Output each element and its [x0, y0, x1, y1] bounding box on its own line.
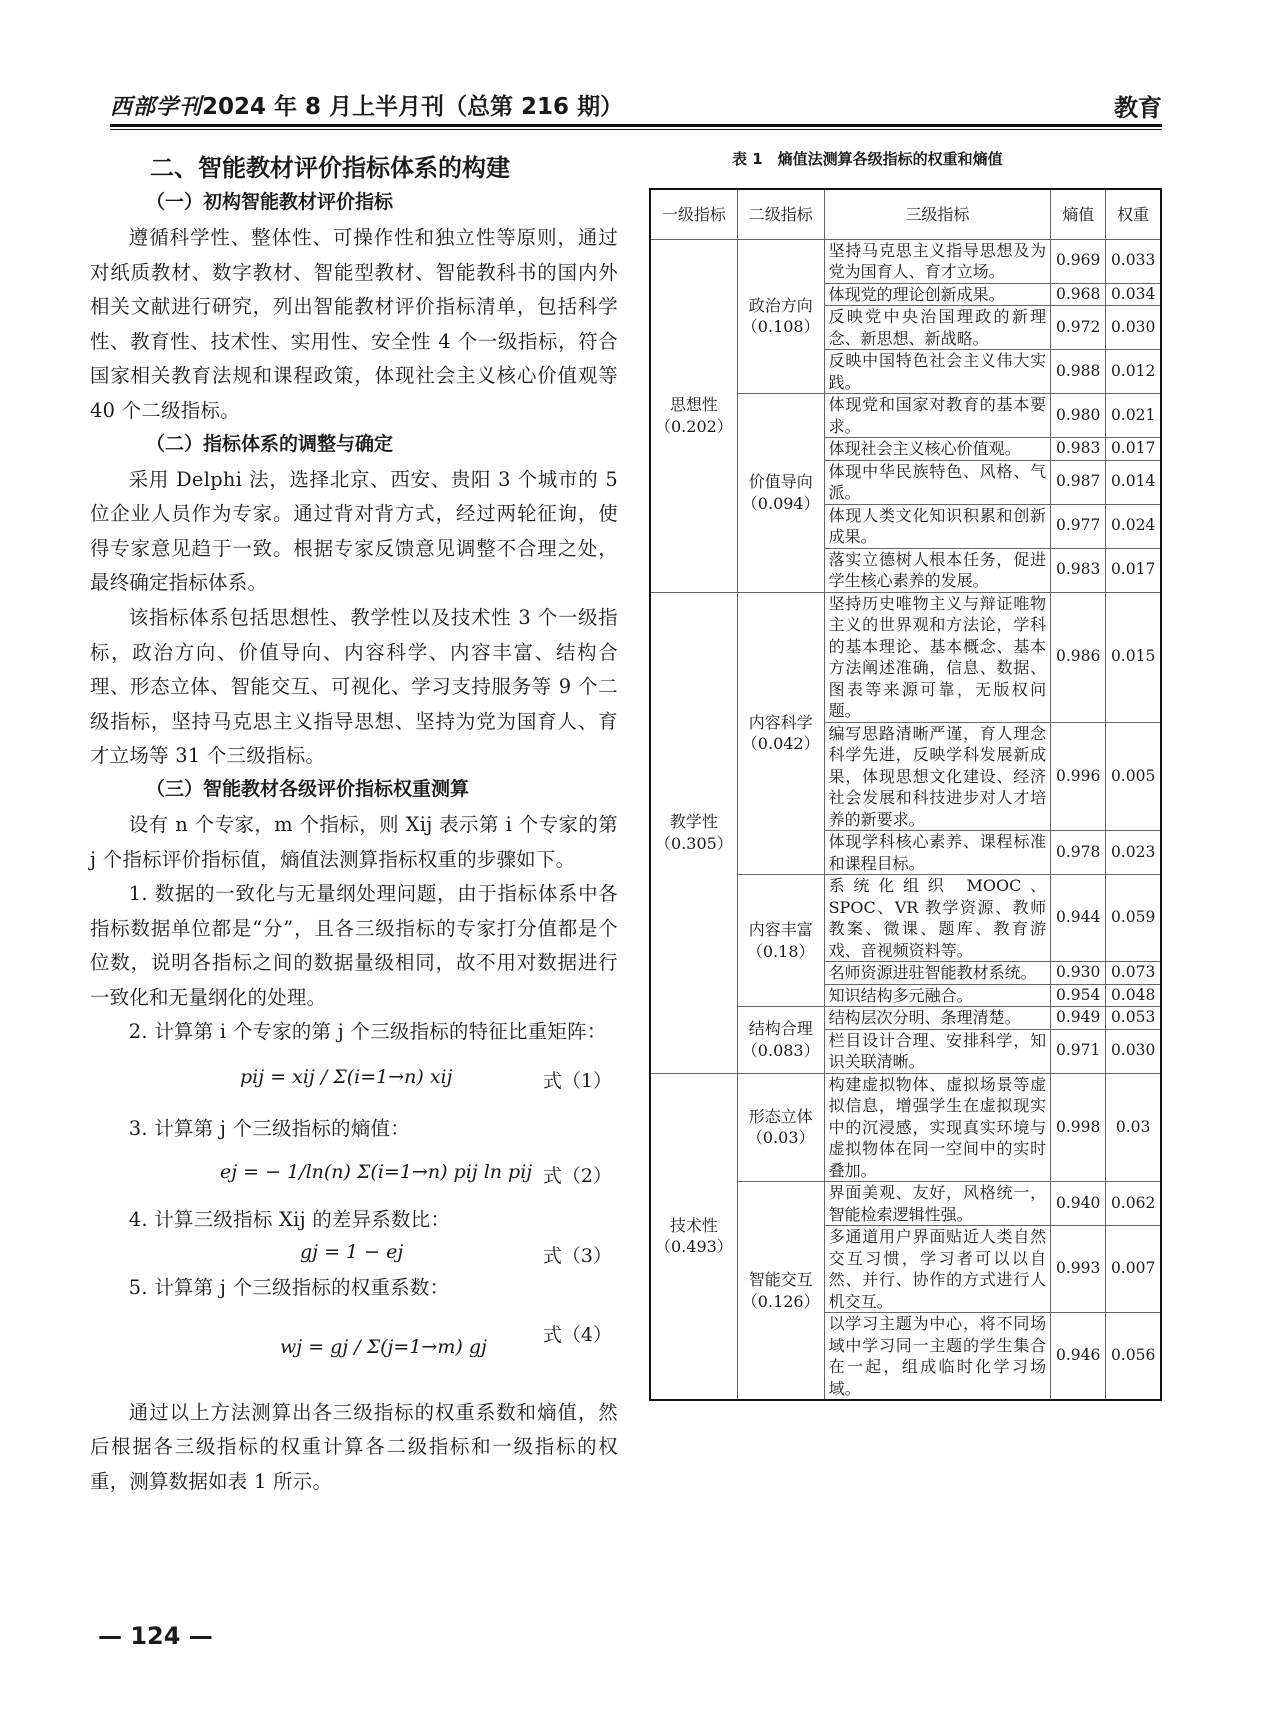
- issue-info: 2024 年 8 月上半月刊（总第 216 期）: [202, 94, 624, 120]
- level3-indicator: 以学习主题为中心，将不同场域中学习同一主题的学生集合在一起，组成临时化学习场域。: [824, 1313, 1051, 1401]
- paragraph-8: 4. 计算三级指标 Xij 的差异系数比：: [128, 1207, 451, 1231]
- weight-value: 0.024: [1106, 504, 1161, 548]
- weight-value: 0.034: [1106, 283, 1161, 306]
- formula-4-tag: 式（4）: [542, 1323, 612, 1346]
- weight-value: 0.056: [1106, 1313, 1161, 1401]
- entropy-value: 0.944: [1051, 875, 1106, 962]
- level3-indicator: 系统化组织 MOOC、SPOC、VR 教学资源、教师教案、微课、题库、教育游戏、音视频资料等。: [824, 875, 1051, 962]
- journal-logo: 西部学刊: [110, 94, 203, 120]
- level2-indicator: 智能交互（0.126）: [737, 1182, 824, 1401]
- level3-indicator: 反映中国特色社会主义伟大实践。: [824, 350, 1051, 394]
- entropy-value: 0.972: [1051, 306, 1106, 350]
- subheading-1: （一）初构智能教材评价指标: [146, 191, 394, 213]
- header-rule: [110, 124, 1162, 127]
- level2-indicator: 内容科学（0.042）: [737, 592, 824, 875]
- weight-value: 0.014: [1106, 460, 1161, 504]
- weight-value: 0.005: [1106, 722, 1161, 831]
- weight-value: 0.030: [1106, 1029, 1161, 1073]
- entropy-value: 0.954: [1051, 984, 1106, 1007]
- weight-value: 0.015: [1106, 592, 1161, 722]
- formula-2: [90, 1147, 618, 1203]
- col-header-l1: 一级指标: [650, 189, 737, 239]
- level3-indicator: 编写思路清晰严谨，育人理念科学先进，反映学科发展新成果，体现思想文化建设、经济社会发展和科技进步对人才培养的新要求。: [824, 722, 1051, 831]
- paragraph-7: 3. 计算第 j 个三级指标的熵值：: [128, 1117, 410, 1141]
- entropy-value: 0.987: [1051, 460, 1106, 504]
- formula-1: [90, 1050, 618, 1112]
- subheading-3: （三）智能教材各级评价指标权重测算: [146, 777, 470, 800]
- entropy-value: 0.977: [1051, 504, 1106, 548]
- weight-value: 0.048: [1106, 984, 1161, 1007]
- level3-indicator: 知识结构多元融合。: [824, 984, 1051, 1007]
- level1-indicator: 教学性（0.305）: [650, 592, 737, 1073]
- weight-value: 0.053: [1106, 1007, 1161, 1030]
- level3-indicator: 结构层次分明、条理清楚。: [824, 1007, 1051, 1030]
- formula-3: [90, 1237, 618, 1271]
- weight-value: 0.033: [1106, 239, 1161, 283]
- paragraph-5: 1. 数据的一致化与无量纲处理问题，由于指标体系中各指标数据单位都是“分”，且各三级指标的专家打分值都是个位数，说明各指标之间的数据量级相同，故不用对数据进行一致化和无量纲化的处理。: [90, 882, 618, 1009]
- header-rule-thin: [110, 129, 1162, 130]
- entropy-value: 0.980: [1051, 394, 1106, 438]
- entropy-value: 0.983: [1051, 548, 1106, 592]
- level3-indicator: 栏目设计合理、安排科学，知识关联清晰。: [824, 1029, 1051, 1073]
- entropy-value: 0.993: [1051, 1226, 1106, 1313]
- table-body: [650, 239, 1161, 1400]
- entropy-value: 0.949: [1051, 1007, 1106, 1030]
- level3-indicator: 名师资源进驻智能教材系统。: [824, 962, 1051, 985]
- section-heading: 二、智能教材评价指标体系的构建: [150, 154, 510, 182]
- formula-4-expr: wj = gj / Σ(j=1→m) gj: [280, 1335, 487, 1358]
- weight-value: 0.012: [1106, 350, 1161, 394]
- table-row: [650, 1073, 1161, 1182]
- level3-indicator: 体现学科核心素养、课程标准和课程目标。: [824, 831, 1051, 875]
- level2-indicator: 形态立体（0.03）: [737, 1073, 824, 1182]
- level3-indicator: 落实立德树人根本任务，促进学生核心素养的发展。: [824, 548, 1051, 592]
- entropy-value: 0.946: [1051, 1313, 1106, 1401]
- subheading-2: （二）指标体系的调整与确定: [146, 432, 394, 455]
- col-header-l2: 二级指标: [737, 189, 824, 239]
- level2-indicator: 结构合理（0.083）: [737, 1007, 824, 1074]
- entropy-value: 0.996: [1051, 722, 1106, 831]
- entropy-value: 0.983: [1051, 438, 1106, 461]
- weight-value: 0.030: [1106, 306, 1161, 350]
- level3-indicator: 坚持马克思主义指导思想及为党为国育人、育才立场。: [824, 239, 1051, 283]
- paragraph-10: 通过以上方法测算出各三级指标的权重系数和熵值，然后根据各三级指标的权重计算各二级指标和一级指标的权重，测算数据如表 1 所示。: [90, 1400, 618, 1494]
- col-header-weight: 权重: [1106, 189, 1161, 239]
- level3-indicator: 体现党的理论创新成果。: [824, 283, 1051, 306]
- entropy-value: 0.930: [1051, 962, 1106, 985]
- weight-value: 0.023: [1106, 831, 1161, 875]
- indicator-table: [649, 188, 1162, 1401]
- entropy-value: 0.988: [1051, 350, 1106, 394]
- formula-2-tag: 式（2）: [542, 1164, 612, 1187]
- table-row: [650, 239, 1161, 283]
- level3-indicator: 界面美观、友好，风格统一，智能检索逻辑性强。: [824, 1182, 1051, 1226]
- table-caption: 表 1 熵值法测算各级指标的权重和熵值: [732, 150, 1003, 168]
- formula-1-expr: pij = xij / Σ(i=1→n) xij: [240, 1066, 453, 1089]
- entropy-value: 0.986: [1051, 592, 1106, 722]
- paragraph-6: 2. 计算第 i 个专家的第 j 个三级指标的特征比重矩阵：: [128, 1020, 607, 1044]
- weight-value: 0.021: [1106, 394, 1161, 438]
- level1-indicator: 思想性（0.202）: [650, 239, 737, 592]
- level2-indicator: 价值导向（0.094）: [737, 394, 824, 593]
- paragraph-2: 采用 Delphi 法，选择北京、西安、贵阳 3 个城市的 5 位企业人员作为专家。通过背对背方式，经过两轮征询，使得专家意见趋于一致。根据专家反馈意见调整不合理之处，最终确定指标体系。: [90, 467, 618, 595]
- page-number: — 124 —: [98, 1622, 213, 1650]
- level3-indicator: 反映党中央治国理政的新理念、新思想、新战略。: [824, 306, 1051, 350]
- formula-4: [90, 1306, 618, 1396]
- level3-indicator: 多通道用户界面贴近人类自然交互习惯，学习者可以以自然、并行、协作的方式进行人机交互。: [824, 1226, 1051, 1313]
- section-label: 教育: [1114, 94, 1162, 122]
- formula-2-expr: ej = − 1/ln(n) Σ(i=1→n) pij ln pij: [220, 1160, 533, 1183]
- col-header-entropy: 熵值: [1051, 189, 1106, 239]
- paragraph-9: 5. 计算第 j 个三级指标的权重系数：: [128, 1276, 450, 1300]
- entropy-value: 0.971: [1051, 1029, 1106, 1073]
- col-header-l3: 三级指标: [824, 189, 1051, 239]
- level3-indicator: 体现中华民族特色、风格、气派。: [824, 460, 1051, 504]
- running-header: [110, 88, 1162, 124]
- entropy-value: 0.978: [1051, 831, 1106, 875]
- weight-value: 0.062: [1106, 1182, 1161, 1226]
- level1-indicator: 技术性（0.493）: [650, 1073, 737, 1400]
- weight-value: 0.017: [1106, 438, 1161, 461]
- level2-indicator: 内容丰富（0.18）: [737, 875, 824, 1007]
- weight-value: 0.059: [1106, 875, 1161, 962]
- entropy-value: 0.969: [1051, 239, 1106, 283]
- formula-3-tag: 式（3）: [542, 1245, 612, 1268]
- level3-indicator: 坚持历史唯物主义与辩证唯物主义的世界观和方法论，学科的基本理论、基本概念、基本方法阐述准确，信息、数据、图表等来源可靠，无版权问题。: [824, 592, 1051, 722]
- level3-indicator: 构建虚拟物体、虚拟场景等虚拟信息，增强学生在虚拟现实中的沉浸感，实现真实环境与虚拟物体在同一空间中的实时叠加。: [824, 1073, 1051, 1182]
- table-row: [650, 592, 1161, 722]
- weight-value: 0.03: [1106, 1073, 1161, 1182]
- level2-indicator: 政治方向（0.108）: [737, 239, 824, 394]
- level3-indicator: 体现党和国家对教育的基本要求。: [824, 394, 1051, 438]
- entropy-value: 0.968: [1051, 283, 1106, 306]
- weight-value: 0.073: [1106, 962, 1161, 985]
- level3-indicator: 体现人类文化知识积累和创新成果。: [824, 504, 1051, 548]
- weight-value: 0.007: [1106, 1226, 1161, 1313]
- entropy-value: 0.998: [1051, 1073, 1106, 1182]
- weight-value: 0.017: [1106, 548, 1161, 592]
- paragraph-3: 该指标体系包括思想性、教学性以及技术性 3 个一级指标，政治方向、价值导向、内容科学、内容丰富、结构合理、形态立体、智能交互、可视化、学习支持服务等 9 个二级指标，坚持马克思主义指导思想、坚持为党为国育人、育才立场等 31 个三级指标。: [90, 605, 618, 768]
- paragraph-4: 设有 n 个专家，m 个指标，则 Xij 表示第 i 个专家的第 j 个指标评价指标值，熵值法测算指标权重的步骤如下。: [90, 812, 618, 871]
- entropy-value: 0.940: [1051, 1182, 1106, 1226]
- formula-1-tag: 式（1）: [542, 1070, 612, 1093]
- level3-indicator: 体现社会主义核心价值观。: [824, 438, 1051, 461]
- formula-3-expr: gj = 1 − ej: [300, 1241, 404, 1264]
- left-column: [90, 140, 618, 1500]
- paragraph-1: 遵循科学性、整体性、可操作性和独立性等原则，通过对纸质教材、数字教材、智能型教材、智能教科书的国内外相关文献进行研究，列出智能教材评价指标清单，包括科学性、教育性、技术性、实用性、安全性 4 个一级指标，符合国家相关教育法规和课程政策，体现社会主义核心价值观等 40 个二级指标。: [90, 226, 618, 422]
